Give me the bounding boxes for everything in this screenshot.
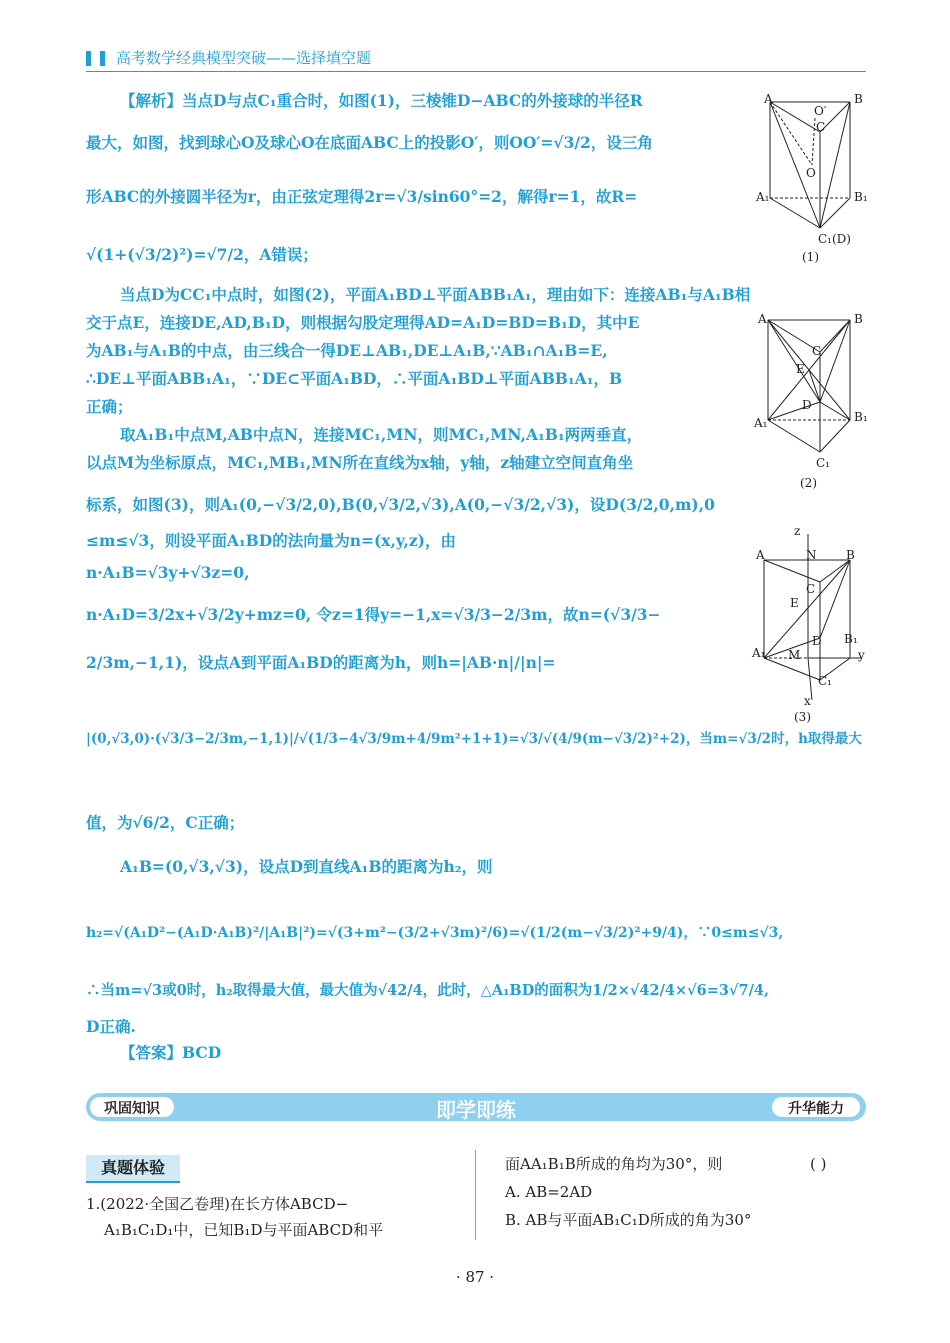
banner-title: 即学即练 — [436, 1098, 516, 1122]
option-a[interactable]: A. AB=2AD — [505, 1183, 593, 1201]
answer-line: 【答案】BCD — [120, 1043, 222, 1062]
figure-label: O′ — [814, 104, 827, 118]
question-text: 面AA₁B₁B所成的角均为30°，则 — [505, 1155, 723, 1173]
figure-label: A₁ — [752, 646, 766, 660]
solution-line: 值，为√6/2，C正确； — [86, 813, 245, 832]
figure-label: C₁ — [818, 674, 832, 688]
solution-line: 形ABC的外接圆半径为r，由正弦定理得2r=√3/sin60°=2，解得r=1，故R= — [86, 187, 638, 206]
figure-3 — [750, 524, 870, 730]
header-title: 高考数学经典模型突破——选择填空题 — [116, 49, 372, 67]
figure-1 — [750, 90, 870, 265]
solution-line: 【解析】当点D与点C₁重合时，如图(1)，三棱锥D−ABC的外接球的半径R — [120, 91, 643, 110]
figure-2 — [750, 312, 870, 492]
solution-line: D正确. — [86, 1017, 136, 1036]
figure-label: C₁ — [816, 456, 830, 470]
solution-line: A₁B=(0,√3,√3)，设点D到直线A₁B的距离为h₂，则 — [120, 857, 493, 876]
figure-label: D — [812, 634, 822, 648]
solution-line: n·A₁D=3/2x+√3/2y+mz=0, 令z=1得y=−1,x=√3/3−2/3m，故n=(√3/3− — [86, 605, 661, 624]
banner-right-label: 升华能力 — [788, 1101, 844, 1117]
solution-line: 标系，如图(3)，则A₁(0,−√3/2,0),B(0,√3/2,√3),A(0,−√3/2,√3)，设D(3/2,0,m),0 — [86, 495, 715, 514]
solution-line: 2/3m,−1,1)，设点A到平面A₁BD的距离为h，则h=|AB·n|/|n|= — [86, 653, 556, 672]
solution-line: √(1+(√3/2)²)=√7/2，A错误； — [86, 245, 318, 264]
answer-bracket: ( ) — [810, 1155, 827, 1173]
figure-label: B₁ — [854, 190, 868, 204]
header-mark-icon — [86, 51, 91, 66]
figure-label: A — [758, 312, 767, 326]
solution-line: h₂=√(A₁D²−(A₁D·A₁B)²/|A₁B|²)=√(3+m²−(3/2+√3m)²/6)=√(1/2(m−√3/2)²+9/4)，∵0≤m≤√3, — [86, 925, 784, 941]
figure-label: B — [846, 548, 855, 562]
figure-label: A₁ — [754, 416, 768, 430]
question-text: 1.(2022·全国乙卷理)在长方体ABCD− — [86, 1195, 349, 1213]
figure-label: C — [812, 344, 822, 358]
header-rule — [86, 71, 866, 72]
figure-label: E — [790, 596, 799, 610]
figure-label: z — [794, 524, 801, 538]
figure-label: B — [854, 312, 863, 326]
figure-label: O — [806, 166, 816, 180]
figure-label: y — [858, 648, 865, 662]
figure-label: M — [788, 648, 801, 662]
figure-label: C — [816, 120, 826, 134]
running-header — [86, 47, 876, 75]
solution-line: 最大，如图，找到球心O及球心O在底面ABC上的投影O′，则OO′=√3/2，设三角 — [86, 133, 653, 152]
figure-label: B — [854, 92, 863, 106]
figure-label: C — [806, 582, 816, 596]
solution-line: |(0,√3,0)·(√3/3−2/3m,−1,1)|/√(1/3−4√3/9m+4/9m²+1+1)=√3/√(4/9(m−√3/2)²+2)，当m=√3/2时，h取得最大 — [86, 731, 862, 747]
solution-line: 当点D为CC₁中点时，如图(2)，平面A₁BD⊥平面ABB₁A₁，理由如下：连接AB₁与A₁B相 — [120, 285, 751, 304]
solution-line: 交于点E，连接DE,AD,B₁D，则根据勾股定理得AD=A₁D=BD=B₁D，其中E — [86, 313, 640, 332]
figure-label: x — [804, 694, 811, 708]
solution-line: 以点M为坐标原点，MC₁,MB₁,MN所在直线为x轴，y轴，z轴建立空间直角坐 — [86, 453, 634, 472]
figure-label: A — [756, 548, 765, 562]
question-text: A₁B₁C₁D₁中，已知B₁D与平面ABCD和平 — [104, 1221, 384, 1239]
figure-label: E — [796, 362, 805, 376]
option-b[interactable]: B. AB与平面AB₁C₁D所成的角为30° — [505, 1211, 752, 1229]
banner-left-label: 巩固知识 — [104, 1101, 160, 1117]
figure-label: A — [764, 92, 773, 106]
figure-label: B₁ — [854, 410, 868, 424]
page-number: · 87 · — [455, 1268, 495, 1286]
solution-line: n·A₁B=√3y+√3z=0, — [86, 563, 250, 582]
figure-caption: (3) — [794, 710, 811, 724]
header-mark-icon — [100, 51, 105, 66]
figure-label: C₁(D) — [818, 232, 851, 246]
column-divider — [475, 1150, 476, 1240]
solution-line: ∴当m=√3或0时，h₂取得最大值，最大值为√42/4，此时，△A₁BD的面积为1/2×√42/4×√6=3√7/4, — [86, 982, 770, 999]
figure-label: N — [806, 548, 817, 562]
solution-line: 为AB₁与A₁B的中点，由三线合一得DE⊥AB₁,DE⊥A₁B,∵AB₁∩A₁B=E, — [86, 341, 608, 360]
figure-label: D — [802, 398, 812, 412]
figure-label: B₁ — [844, 632, 858, 646]
solution-line: 正确； — [86, 397, 133, 416]
section-banner — [86, 1090, 866, 1124]
solution-line: ≤m≤√3，则设平面A₁BD的法向量为n=(x,y,z)，由 — [86, 531, 456, 550]
solution-line: ∴DE⊥平面ABB₁A₁，∵DE⊂平面A₁BD，∴平面A₁BD⊥平面ABB₁A₁，B — [86, 369, 623, 388]
figure-label: A₁ — [756, 190, 770, 204]
section-heading: 真题体验 — [86, 1155, 180, 1183]
solution-line: 取A₁B₁中点M,AB中点N，连接MC₁,MN，则MC₁,MN,A₁B₁两两垂直， — [120, 425, 643, 444]
figure-caption: (2) — [800, 476, 817, 490]
figure-caption: (1) — [802, 250, 819, 264]
